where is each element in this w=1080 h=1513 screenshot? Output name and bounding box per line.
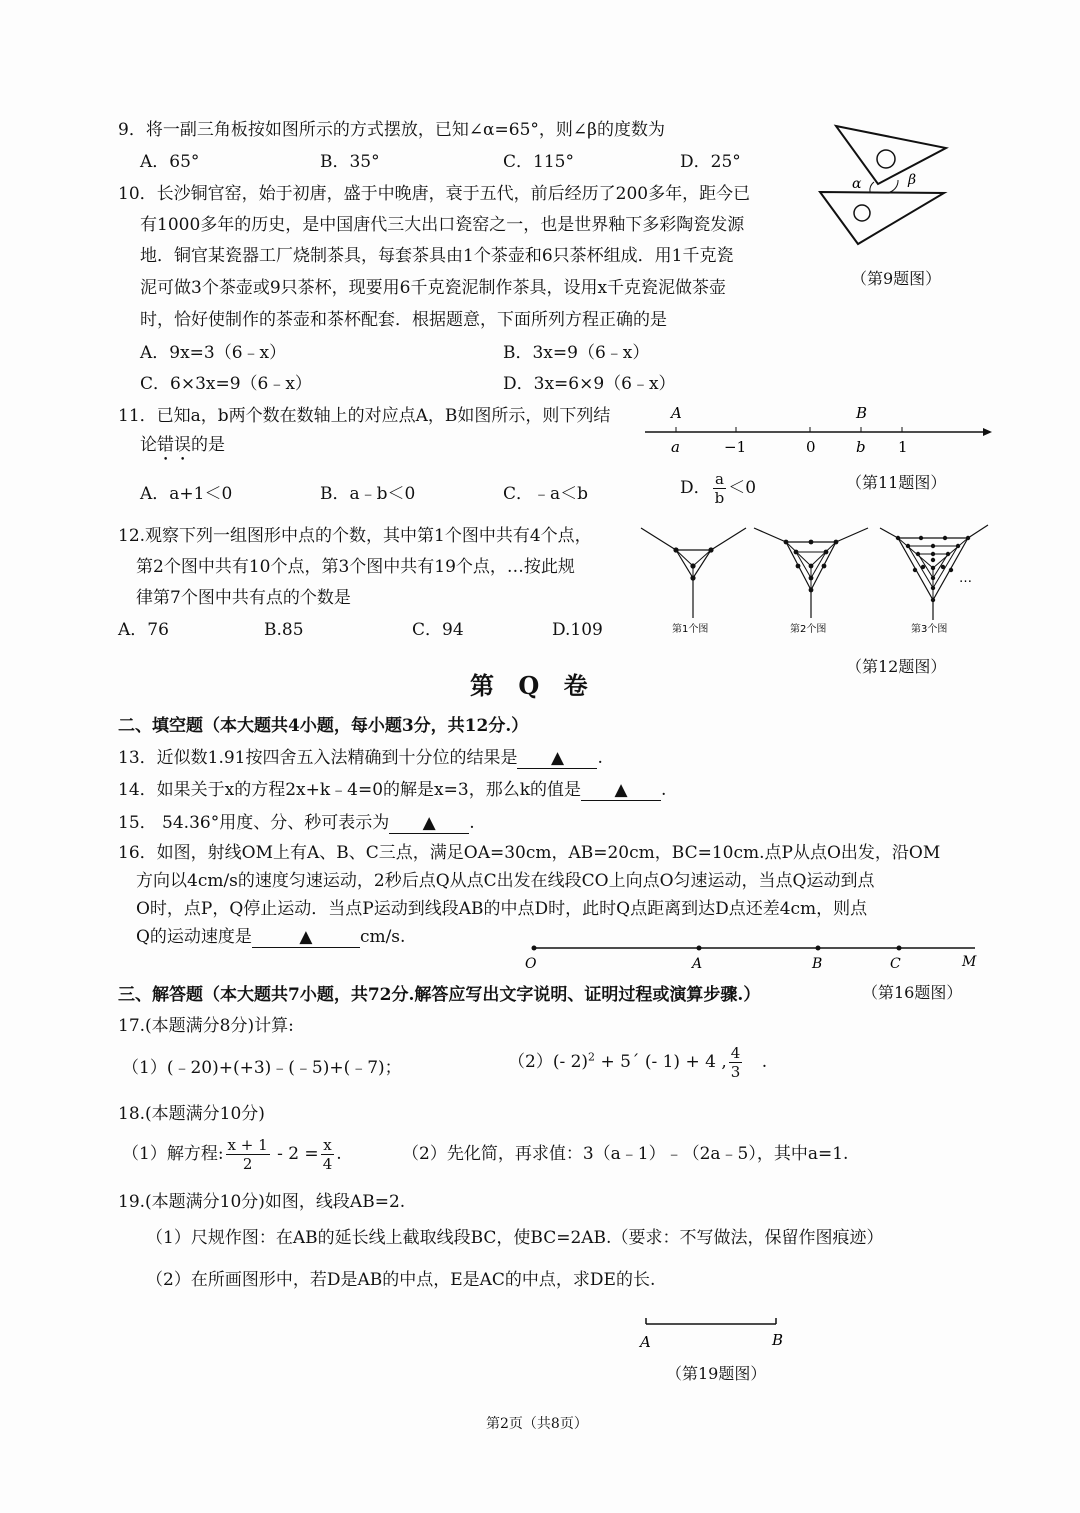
q16-point-o [532,946,537,951]
q17-part-2-fraction [729,1044,743,1081]
q11-point-b-label: B [856,404,868,422]
q17-part-2-end: . [761,1052,768,1072]
q11-frac-denominator: b [714,489,725,507]
q11-line-2-pre: 论 [140,435,157,455]
q9-beta-arc [890,180,898,192]
q9-beta-label: β [908,172,917,188]
q16-label-c: C [890,956,901,972]
q17-part-2 [508,1044,767,1081]
q11-axis-arrow-icon [983,428,992,436]
q9-option-d: D．25° [680,152,741,172]
q9-triangle-bottom-hole [854,205,870,221]
q10-line-4: 泥可做3个茶壶或9只茶杯，现要用6千克瓷泥制作茶具，设用x千克瓷泥做茶壶 [140,278,727,298]
q11-line-2 [140,433,225,465]
q11-point-a-label: A [671,404,682,422]
q17-frac-denominator: 3 [730,1063,741,1081]
q11-line-2-post: 的是 [191,435,225,455]
q11-tick-label: 1 [898,438,908,456]
q18-fraction-1 [226,1136,270,1173]
q9-option-b: B．35° [320,152,380,172]
q14-text: 14．如果关于x的方程2x+k﹣4=0的解是x=3，那么k的值是 [118,780,581,800]
q18-part-1-mid: - 2 = [277,1144,319,1164]
q12-figure-3-label: 第3个图 [911,624,948,635]
q18-part-2: （2）先化简，再求值：3（a﹣1）﹣（2a﹣5），其中a=1. [402,1144,849,1164]
q16-line-2: 方向以4cm/s的速度匀速运动，2秒后点Q从点C出发在线段CO上向点O匀速运动，当点Q运动到点 [136,871,875,891]
q19-part-1: （1）尺规作图：在AB的延长线上截取线段BC，使BC=2AB.（要求：不写做法，保留作图痕迹） [146,1228,884,1248]
q17-frac-numerator: 4 [730,1044,741,1062]
q16-text: Q的运动速度是 [136,927,252,947]
q11-option-d-suffix: ＜0 [728,478,757,498]
q16-point-a [697,946,702,951]
section-3-heading: 三、解答题（本大题共7小题，共72分.解答应写出文字说明、证明过程或演算步骤.） [118,985,761,1005]
q12-figure-2 [754,528,868,635]
q11-tick-label: −1 [724,438,747,456]
q11-option-c: C．﹣a＜b [503,484,589,504]
q10-option-c: C．6×3x=9（6﹣x） [140,374,312,394]
q10-option-d: D．3x=6×9（6﹣x） [503,374,676,394]
q16-label-b: B [812,956,823,972]
q12-line-3: 律第7个图中共有点的个数是 [136,588,351,608]
q18-frac-1-denominator: 2 [242,1155,253,1173]
q9-figure-caption: （第9题图） [851,269,942,288]
q10-line-2: 有1000多年的历史，是中国唐代三大出口瓷窑之一，也是世界釉下多彩陶瓷发源 [140,215,745,235]
q12-option-d: D.109 [552,620,603,640]
q11-frac-numerator: a [713,470,727,489]
q16-label-a: A [692,956,703,972]
q12-figure-2-label: 第2个图 [790,624,827,635]
q11-emphasis-word: 错误 [157,435,191,455]
section-2-heading: 二、填空题（本大题共4小题，每小题3分，共12分.） [118,716,529,736]
q9-option-c: C．115° [503,152,574,172]
q12-pattern-figures [636,520,991,640]
q16-point-b [816,946,821,951]
q13 [118,746,603,770]
q18-part-1-end: . [336,1144,342,1164]
q18-frac-2-denominator: 4 [322,1155,333,1173]
q17-title: 17.(本题满分8分)计算: [118,1016,294,1036]
q19-title: 19.(本题满分10分)如图，线段AB=2. [118,1192,406,1212]
q12-figure-1 [641,528,746,635]
q19-label-a: A [640,1333,651,1351]
q9-alpha-arc [870,182,874,192]
q17-part-1: （1）(﹣20)+(+3)﹣(﹣5)+(﹣7)； [122,1058,402,1078]
q13-text: 13．近似数1.91按四舍五入法精确到十分位的结果是 [118,748,518,768]
q18-title: 18.(本题满分10分) [118,1104,265,1124]
q19-label-b: B [772,1331,784,1349]
q12-line-1: 12.观察下列一组图形中点的个数，其中第1个图中共有4个点， [118,526,592,546]
q9-figure-triangles [812,118,952,253]
q16-unit: cm/s. [359,927,406,947]
page-footer: 第2页（共8页） [486,1416,588,1432]
q9-triangle-top-hole [877,150,895,168]
q16-ray-figure [520,938,980,972]
q12-ellipsis: … [959,571,972,586]
q10-line-5: 时，恰好使制作的茶壶和茶杯配套．根据题意，下面所列方程正确的是 [140,310,667,330]
q18-frac-2-numerator: x [321,1136,335,1155]
q17-part-2-mid: + 5´ (- 1) + 4 , [600,1052,727,1072]
q11-line-1: 11．已知a，b两个数在数轴上的对应点A，B如图所示，则下列结 [118,406,611,426]
q11-tick-label: a [671,438,680,456]
q11-figure-caption: （第11题图） [846,473,947,492]
q11-option-d-fraction [713,470,727,507]
q11-tick-label: 0 [806,438,816,456]
q9-stem: 9．将一副三角板按如图所示的方式摆放，已知∠α=65°，则∠β的度数为 [118,120,665,140]
q16-line-1: 16．如图，射线OM上有A、B、C三点，满足OA=30cm，AB=20cm，BC=10cm.点P从点O出发，沿OM [118,843,941,863]
q16-answer-blank: ▲ [252,927,360,948]
q17-part-2-exponent: 2 [588,1050,596,1064]
q14-end: . [661,780,667,800]
q13-end: . [597,748,603,768]
q12-option-c: C．94 [412,620,464,640]
q9-option-a: A．65° [140,152,200,172]
q12-option-b: B.85 [264,620,304,640]
q10-line-3: 地．铜官某瓷器工厂烧制茶具，每套茶具由1个茶壶和6只茶杯组成．用1千克瓷 [140,246,734,266]
q10-option-b: B．3x=9（6﹣x） [503,343,650,363]
q10-line-1: 10．长沙铜官窑，始于初唐，盛于中晚唐，衰于五代，前后经历了200多年，距今已 [118,184,751,204]
q14 [118,778,666,802]
q11-option-d-prefix: D． [680,478,711,498]
q18-part-1 [122,1136,342,1173]
q16-point-c [897,946,902,951]
q11-option-a: A．a+1＜0 [140,484,233,504]
q12-option-a: A．76 [118,620,169,640]
q16-label-o: O [525,956,537,972]
q13-answer-blank: ▲ [517,748,597,769]
q9-triangle-bottom [820,192,944,244]
q14-answer-blank: ▲ [581,780,661,801]
q16-line-3: O时，点P，Q停止运动．当点P运动到线段AB的中点D时，此时Q点距离到达D点还差4cm，则点 [136,899,868,919]
q16-figure-caption: （第16题图） [862,983,963,1002]
q9-alpha-label: α [852,176,862,192]
q15-text: 15． 54.36°用度、分、秒可表示为 [118,813,390,833]
q11-option-b: B．a﹣b＜0 [320,484,416,504]
q15 [118,811,475,835]
q19-segment-figure [636,1314,796,1354]
q18-fraction-2 [321,1136,335,1173]
q15-end: . [469,813,475,833]
q19-part-2: （2）在所画图形中，若D是AB的中点，E是AC的中点，求DE的长. [146,1270,656,1290]
q16-line-4 [136,925,405,949]
q16-label-m: M [962,954,977,970]
q11-number-line [640,400,1000,465]
q12-figure-1-label: 第1个图 [672,624,709,635]
q15-answer-blank: ▲ [389,813,469,834]
q11-option-d [680,470,756,507]
part-2-title: 第 Q 卷 [470,671,596,700]
q18-part-1-pre: （1）解方程: [122,1144,224,1164]
q10-option-a: A．9x=3（6﹣x） [140,343,287,363]
q12-figure-caption: （第12题图） [846,657,947,676]
q12-line-2: 第2个图中共有10个点，第3个图中共有19个点，…按此规 [136,557,575,577]
q12-figure-3 [880,525,988,635]
q19-figure-caption: （第19题图） [666,1364,767,1383]
q17-part-2-pre: （2）(- 2) [508,1052,589,1072]
q11-tick-label: b [856,438,866,456]
q18-frac-1-numerator: x + 1 [227,1136,268,1154]
